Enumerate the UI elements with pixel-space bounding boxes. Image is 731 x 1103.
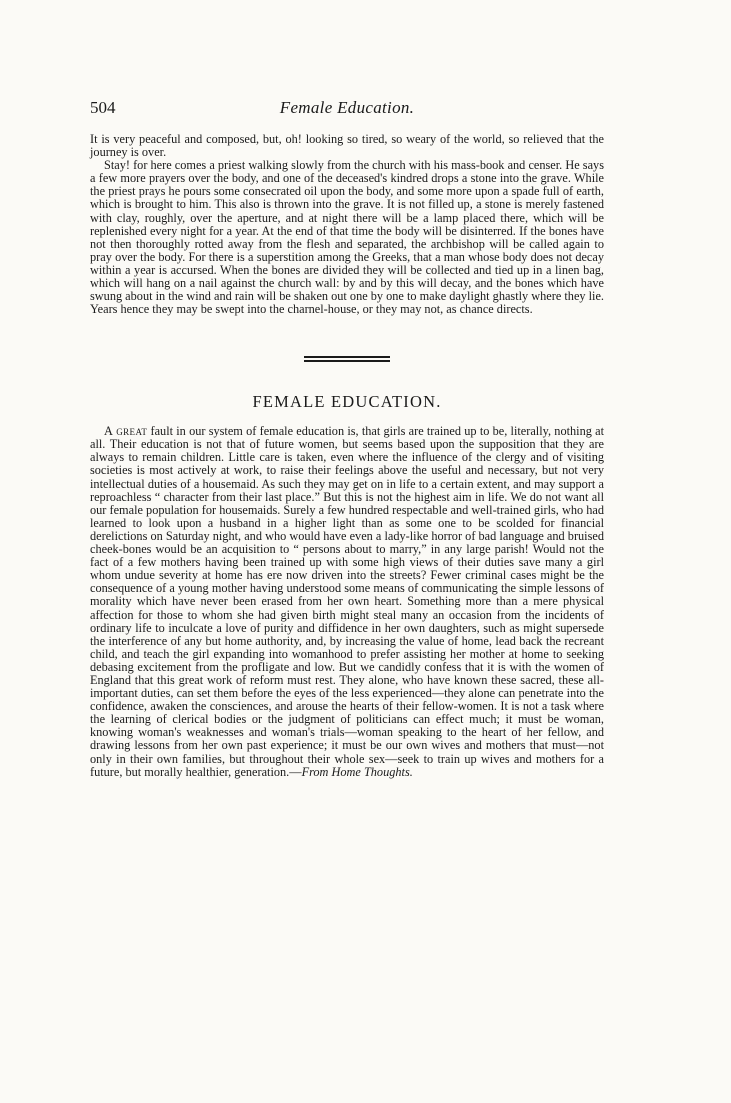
opening-word: A great (104, 424, 148, 439)
article-source: From Home Thoughts. (301, 764, 413, 779)
section-divider (304, 356, 390, 361)
divider-rule-top (304, 356, 390, 358)
running-title: Female Education. (279, 98, 415, 117)
article-heading: FEMALE EDUCATION. (252, 391, 442, 411)
article-body (90, 425, 604, 779)
continued-paragraph-2: Stay! for here comes a priest walking slowly from the church with his mass-book and censer. He says a few more prayers over the body, and one of the deceased's kindred drops a stone into the grave. While the priest prays he pours some consecrated oil upon the body, and some more upon a spade full of earth, which is brought to him. This also is thrown into the grave. It is not filled up, a stone is merely fastened with clay, roughly, over the aperture, and at night there will be a lamp placed there, which will be replenished every night for a year. At the end of that time the body will be disinterred. If the bones have not then thoroughly rotted away from the flesh and separated, the archbishop will be called again to pray over the body. For there is a superstition among the Greeks, that a man whose body does not decay within a year is accursed. When the bones are divided they will be collected and tied up in a linen bag, which will hang on a nail against the church wall: by and by this will decay, and the bones which have swung about in the wind and rain will be shaken out one by one to make daylight ghastly where they lie. Years hence they may be swept into the charnel-house, or they may not, as chance directs. (90, 158, 604, 317)
divider-rule-bottom (304, 360, 390, 362)
continued-article (90, 133, 604, 316)
page-number: 504 (90, 98, 116, 117)
continued-paragraph-1: It is very peaceful and composed, but, oh! looking so tired, so weary of the world, so relieved that the journey is over. (90, 132, 604, 160)
running-head (90, 98, 604, 126)
article-text: fault in our system of female education is, that girls are trained up to be, literally, nothing at all. Their education is not that of future women, but seems based upon the supposition that they are always to remain children. Little care is taken, even where the influence of the clergy and of visiting societies is most actively at work, to raise their feelings above the useful and necessary, but not very intellectual duties of a housemaid. As such they may get on in life to a certain extent, and may support a reproachless “ character from their last place.” But this is not the highest aim in life. We do not want all our female population for housemaids. Surely a few hundred respectable and well-trained girls, who had learned to look upon a husband in a higher light than as some one to be scolded for financial derelictions on Saturday night, and who would have even a lady-like horror of bad language and bruised cheek-bones would be an acquisition to “ persons about to marry,” in any large parish! Would not the fact of a few mothers having been trained up with some high views of their duties save many a girl whom undue severity at home has ere now driven into the streets? Fewer criminal cases might be the consequence of a young mother having understood some means of communicating the simple lessons of morality which have never been erased from her own heart. Something more than a mere physical affection for those to whom she had given birth might steal many an occasion from the incidents of ordinary life to inculcate a love of purity and diffidence in her own daughters, such as might supersede the interference of any but home authority, and, by increasing the value of home, lead back the recreant child, and teach the girl expanding into womanhood to prefer assisting her mother at home to seeking debasing excitement from the profligate and low. But we candidly confess that it is with the women of England that this great work of reform must rest. They alone, who have known these sacred, these all-important duties, can set them before the eyes of the less experienced—they alone can penetrate into the confidence, awaken the consciences, and arouse the hearts of their fellow-women. It is not a task where the learning of clerical bodies or the judgment of politicians can effect much; it must be woman, knowing woman's weaknesses and woman's trials—woman speaking to the heart of her fellow, and drawing lessons from her own past experience; it must be our own wives and mothers that must—not only in their own families, but throughout their whole sex—seek to train up wives and mothers for a future, but morally healthier, generation.— (90, 424, 605, 779)
article-paragraph (90, 425, 604, 779)
page (90, 98, 604, 779)
